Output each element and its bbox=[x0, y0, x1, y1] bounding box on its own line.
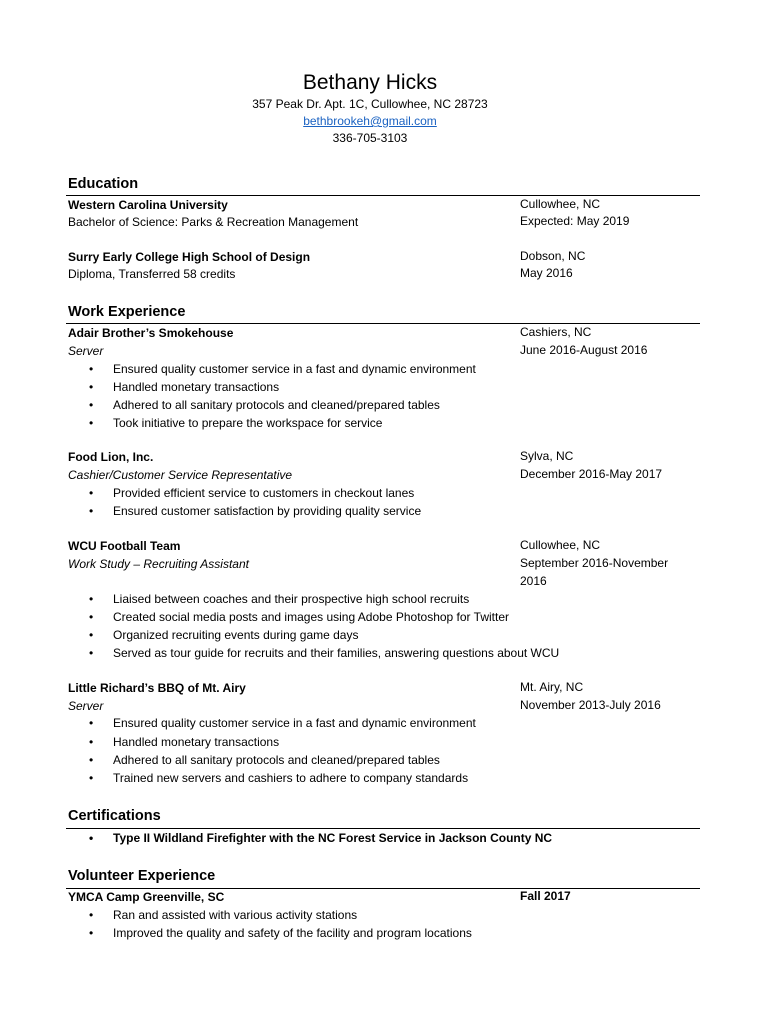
employer-name: WCU Football Team bbox=[68, 539, 181, 553]
education-heading: Education bbox=[68, 176, 139, 192]
job-location: Sylva, NC bbox=[520, 449, 574, 463]
bullet-item: • Ensured quality customer service in a fast and dynamic environment bbox=[113, 714, 673, 732]
job-role: Server bbox=[68, 699, 104, 713]
bullet-item: • Took initiative to prepare the workspace for service bbox=[113, 414, 673, 432]
job-dates: December 2016-May 2017 bbox=[520, 467, 663, 481]
bullet-item: • Handled monetary transactions bbox=[113, 733, 673, 751]
volunteer-experience-heading: Volunteer Experience bbox=[68, 868, 216, 884]
school-name: Western Carolina University bbox=[68, 198, 228, 212]
school-location: Cullowhee, NC bbox=[520, 197, 601, 211]
bullet-item: • Liaised between coaches and their prospective high school recruits bbox=[113, 590, 673, 608]
candidate-name: Bethany Hicks bbox=[302, 71, 438, 94]
job-dates: November 2013-July 2016 bbox=[520, 698, 661, 712]
bullet-item: • Improved the quality and safety of the facility and program locations bbox=[113, 924, 673, 942]
bullet-item: • Ensured quality customer service in a fast and dynamic environment bbox=[113, 360, 673, 378]
school-location: Dobson, NC bbox=[520, 249, 586, 263]
employer-name: Food Lion, Inc. bbox=[68, 450, 154, 464]
bullet-item: • Organized recruiting events during game days bbox=[113, 626, 673, 644]
job-location: Cashiers, NC bbox=[520, 325, 592, 339]
school-date: Expected: May 2019 bbox=[520, 214, 630, 228]
bullet-item: • Served as tour guide for recruits and their families, answering questions about WCU bbox=[113, 644, 673, 662]
work-experience-heading: Work Experience bbox=[68, 304, 186, 320]
bullet-item: • Created social media posts and images using Adobe Photoshop for Twitter bbox=[113, 608, 673, 626]
bullet-item: • Ensured customer satisfaction by providing quality service bbox=[113, 502, 673, 520]
employer-name: Little Richard’s BBQ of Mt. Airy bbox=[68, 681, 246, 695]
bullet-item: • Provided efficient service to customers in checkout lanes bbox=[113, 484, 673, 502]
certifications-heading: Certifications bbox=[68, 808, 161, 824]
bullet-item: • Trained new servers and cashiers to adhere to company standards bbox=[113, 769, 673, 787]
bullet-item: • Adhered to all sanitary protocols and cleaned/prepared tables bbox=[113, 396, 673, 414]
job-dates: June 2016-August 2016 bbox=[520, 343, 648, 357]
phone-number: 336-705-3103 bbox=[332, 131, 408, 145]
job-role: Cashier/Customer Service Representative bbox=[68, 468, 293, 482]
job-location: Cullowhee, NC bbox=[520, 538, 601, 552]
degree: Diploma, Transferred 58 credits bbox=[68, 267, 236, 281]
email-link[interactable]: bethbrookeh@gmail.com bbox=[303, 114, 437, 128]
bullet-item: • Ran and assisted with various activity stations bbox=[113, 906, 673, 924]
address: 357 Peak Dr. Apt. 1C, Cullowhee, NC 28723 bbox=[252, 97, 488, 111]
school-date: May 2016 bbox=[520, 266, 573, 280]
job-role: Work Study – Recruiting Assistant bbox=[68, 557, 249, 571]
job-location: Mt. Airy, NC bbox=[520, 680, 584, 694]
job-dates: September 2016-November 2016 bbox=[520, 556, 669, 588]
volunteer-organization: YMCA Camp Greenville, SC bbox=[68, 890, 225, 904]
bullet-item: • Handled monetary transactions bbox=[113, 378, 673, 396]
job-role: Server bbox=[68, 344, 104, 358]
volunteer-date: Fall 2017 bbox=[520, 889, 571, 903]
degree: Bachelor of Science: Parks & Recreation Management bbox=[68, 215, 359, 229]
bullet-item: • Adhered to all sanitary protocols and cleaned/prepared tables bbox=[113, 751, 673, 769]
resume-header bbox=[0, 70, 740, 147]
certification-item: • Type II Wildland Firefighter with the NC Forest Service in Jackson County NC bbox=[113, 829, 673, 847]
school-name: Surry Early College High School of Design bbox=[68, 250, 311, 264]
employer-name: Adair Brother’s Smokehouse bbox=[68, 326, 234, 340]
